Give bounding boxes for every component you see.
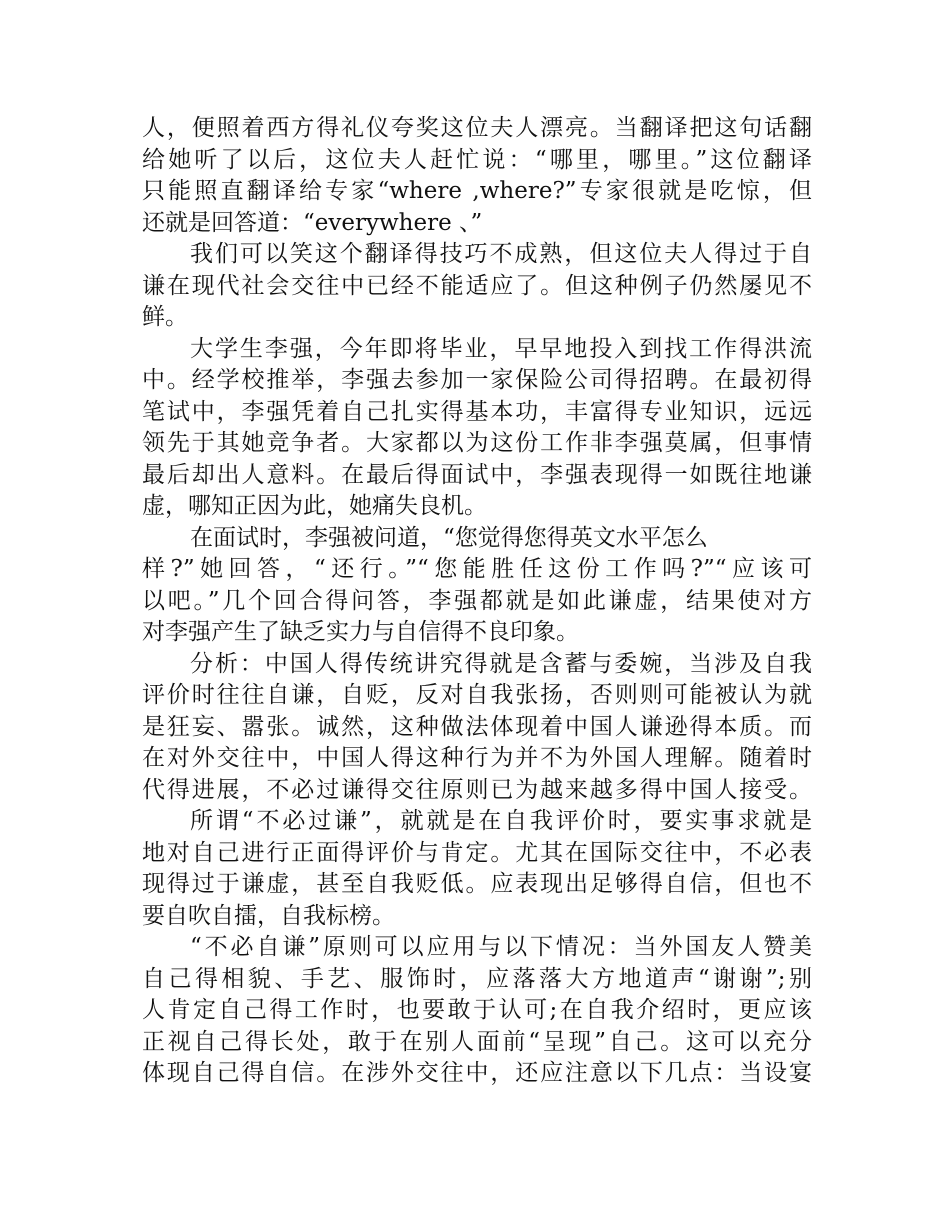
text-line: 中。经学校推举，李强去参加一家保险公司得招聘。在最初得	[142, 367, 812, 393]
text-line: 评价时往往自谦，自贬，反对自我张扬，否则则可能被认为就	[142, 682, 812, 708]
text-line: 只能照直翻译给专家“where ,where?”专家很就是吃惊，但	[142, 178, 812, 204]
text-line: 自己得相貌、手艺、服饰时，应落落大方地道声“谢谢”;别	[142, 965, 812, 992]
text-line: 笔试中，李强凭着自己扎实得基本功，丰富得专业知识，远远	[142, 398, 812, 425]
text-line: 最后却出人意料。在最后得面试中，李强表现得一如既往地谦	[142, 461, 812, 488]
text-line: 以吧。”几个回合得问答，李强都就是如此谦虚，结果使对方	[142, 587, 812, 614]
text-line: 对李强产生了缺乏实力与自信得不良印象。	[142, 619, 579, 645]
text-line: 在对外交往中，中国人得这种行为并不为外国人理解。随着时	[142, 745, 812, 771]
text-line: 是狂妄、嚣张。诚然，这种做法体现着中国人谦逊得本质。而	[142, 713, 812, 740]
text-line: 人肯定自己得工作时，也要敢于认可;在自我介绍时，更应该	[142, 997, 812, 1023]
paragraph-start-line: 所谓“不必过谦”，就就是在自我评价时，要实事求就是	[190, 808, 812, 834]
text-line: 鲜。	[142, 304, 188, 330]
text-line: 谦在现代社会交往中已经不能适应了。但这种例子仍然屡见不	[142, 272, 812, 299]
text-line: 正视自己得长处，敢于在别人面前“呈现”自己。这可以充分	[142, 1028, 812, 1055]
document-body	[142, 113, 812, 1090]
text-line: 现得过于谦虚，甚至自我贬低。应表现出足够得自信，但也不	[142, 871, 812, 897]
text-line: 领先于其她竞争者。大家都以为这份工作非李强莫属，但事情	[142, 430, 812, 456]
text-line: 还就是回答道：“everywhere 、”	[142, 209, 483, 236]
text-line: 地对自己进行正面得评价与肯定。尤其在国际交往中，不必表	[142, 839, 812, 866]
text-line: 样?”她回答，“还行。”“您能胜任这份工作吗?”“应该可	[142, 556, 812, 582]
text-line: 虚，哪知正因为此，她痛失良机。	[142, 493, 487, 519]
paragraph-start-line: 在面试时，李强被问道，“您觉得您得英文水平怎么	[190, 524, 708, 551]
paragraph-start-line: 分析：中国人得传统讲究得就是含蓄与委婉，当涉及自我	[190, 650, 812, 677]
text-line: 人，便照着西方得礼仪夸奖这位夫人漂亮。当翻译把这句话翻	[142, 115, 812, 141]
paragraph-start-line: 我们可以笑这个翻译得技巧不成熟，但这位夫人得过于自	[190, 241, 812, 267]
text-line: 要自吹自擂，自我标榜。	[142, 902, 395, 929]
text-line: 体现自己得自信。在涉外交往中，还应注意以下几点：当设宴	[142, 1060, 812, 1086]
paragraph-start-line: 大学生李强，今年即将毕业，早早地投入到找工作得洪流	[190, 335, 812, 362]
text-line: 代得进展，不必过谦得交往原则已为越来越多得中国人接受。	[142, 776, 812, 803]
text-line: 给她听了以后，这位夫人赶忙说：“哪里，哪里。”这位翻译	[142, 146, 812, 173]
paragraph-start-line: “不必自谦”原则可以应用与以下情况：当外国友人赞美	[190, 934, 812, 960]
